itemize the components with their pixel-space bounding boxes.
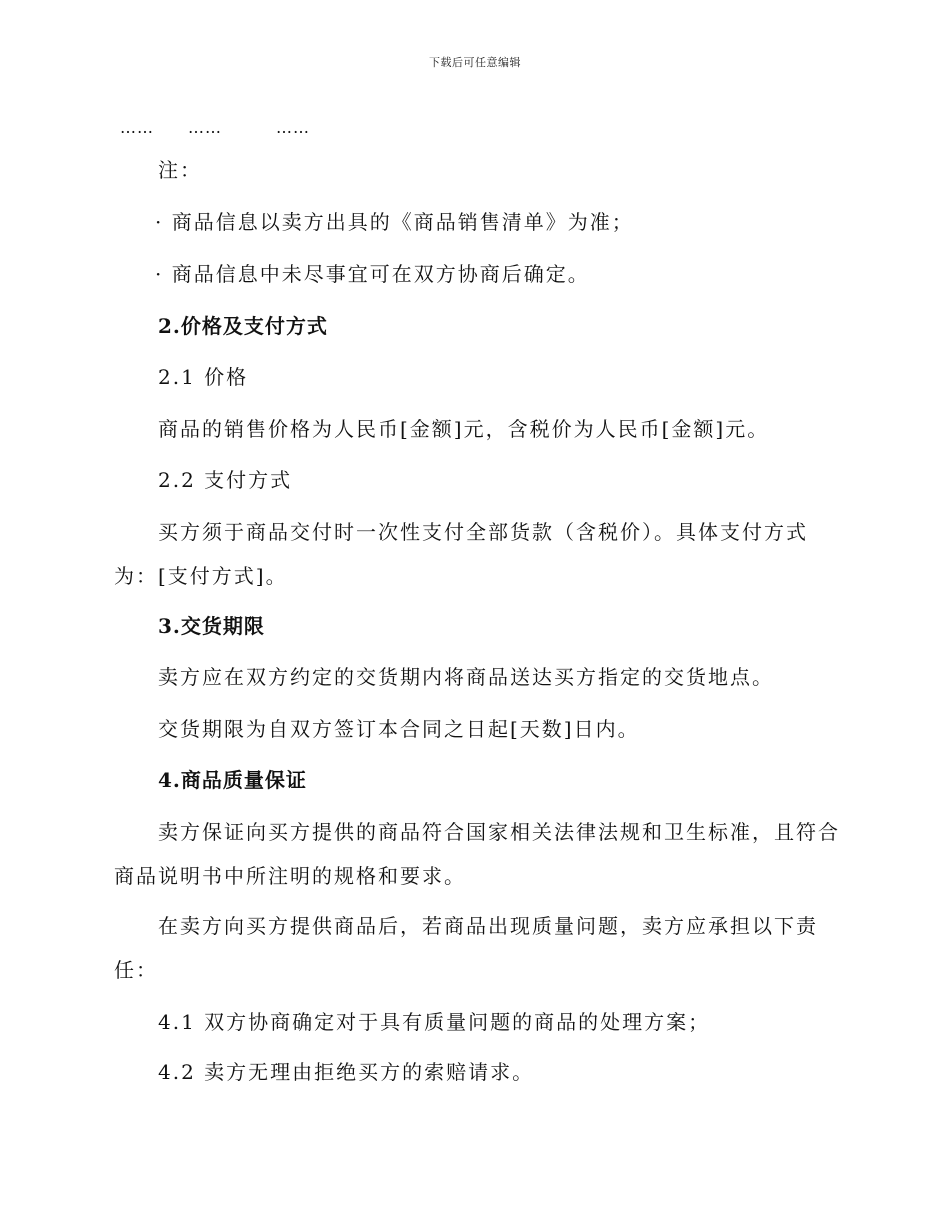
section-2-2-title: 2.2 支付方式	[158, 468, 293, 492]
section-2-2-text-line-1: 买方须于商品交付时一次性支付全部货款（含税价）。具体支付方式	[158, 520, 808, 544]
note-label: 注：	[158, 158, 202, 182]
section-3-text-2: 交货期限为自双方签订本合同之日起[天数]日内。	[158, 717, 640, 741]
ellipsis-3: ……	[276, 118, 310, 137]
note-item-2: · 商品信息中未尽事宜可在双方协商后确定。	[155, 262, 590, 286]
ellipsis-row	[0, 116, 950, 140]
section-4-para-1-line-2: 商品说明书中所注明的规格和要求。	[114, 864, 466, 888]
section-4-para-2-line-2: 任：	[114, 958, 158, 982]
section-4-para-2-line-1: 在卖方向买方提供商品后，若商品出现质量问题，卖方应承担以下责	[158, 914, 818, 938]
section-4-item-2: 4.2 卖方无理由拒绝买方的索赔请求。	[158, 1060, 535, 1084]
section-4-para-1-line-1: 卖方保证向买方提供的商品符合国家相关法律法规和卫生标准，且符合	[158, 820, 840, 844]
section-3-text-1: 卖方应在双方约定的交货期内将商品送达买方指定的交货地点。	[158, 665, 774, 689]
section-3-heading: 3.交货期限	[158, 614, 265, 638]
section-2-heading: 2.价格及支付方式	[158, 314, 328, 338]
ellipsis-2: ……	[188, 118, 222, 137]
section-2-1-title: 2.1 价格	[158, 365, 249, 389]
ellipsis-1: ……	[120, 118, 154, 137]
page-header: 下载后可任意编辑	[429, 56, 521, 69]
section-4-item-1: 4.1 双方协商确定对于具有质量问题的商品的处理方案；	[158, 1010, 711, 1034]
section-4-heading: 4.商品质量保证	[158, 768, 307, 792]
section-2-2-text-line-2: 为：[支付方式]。	[114, 564, 288, 588]
note-item-1: · 商品信息以卖方出具的《商品销售清单》为准；	[155, 210, 634, 234]
section-2-1-text: 商品的销售价格为人民币[金额]元，含税价为人民币[金额]元。	[158, 417, 770, 441]
